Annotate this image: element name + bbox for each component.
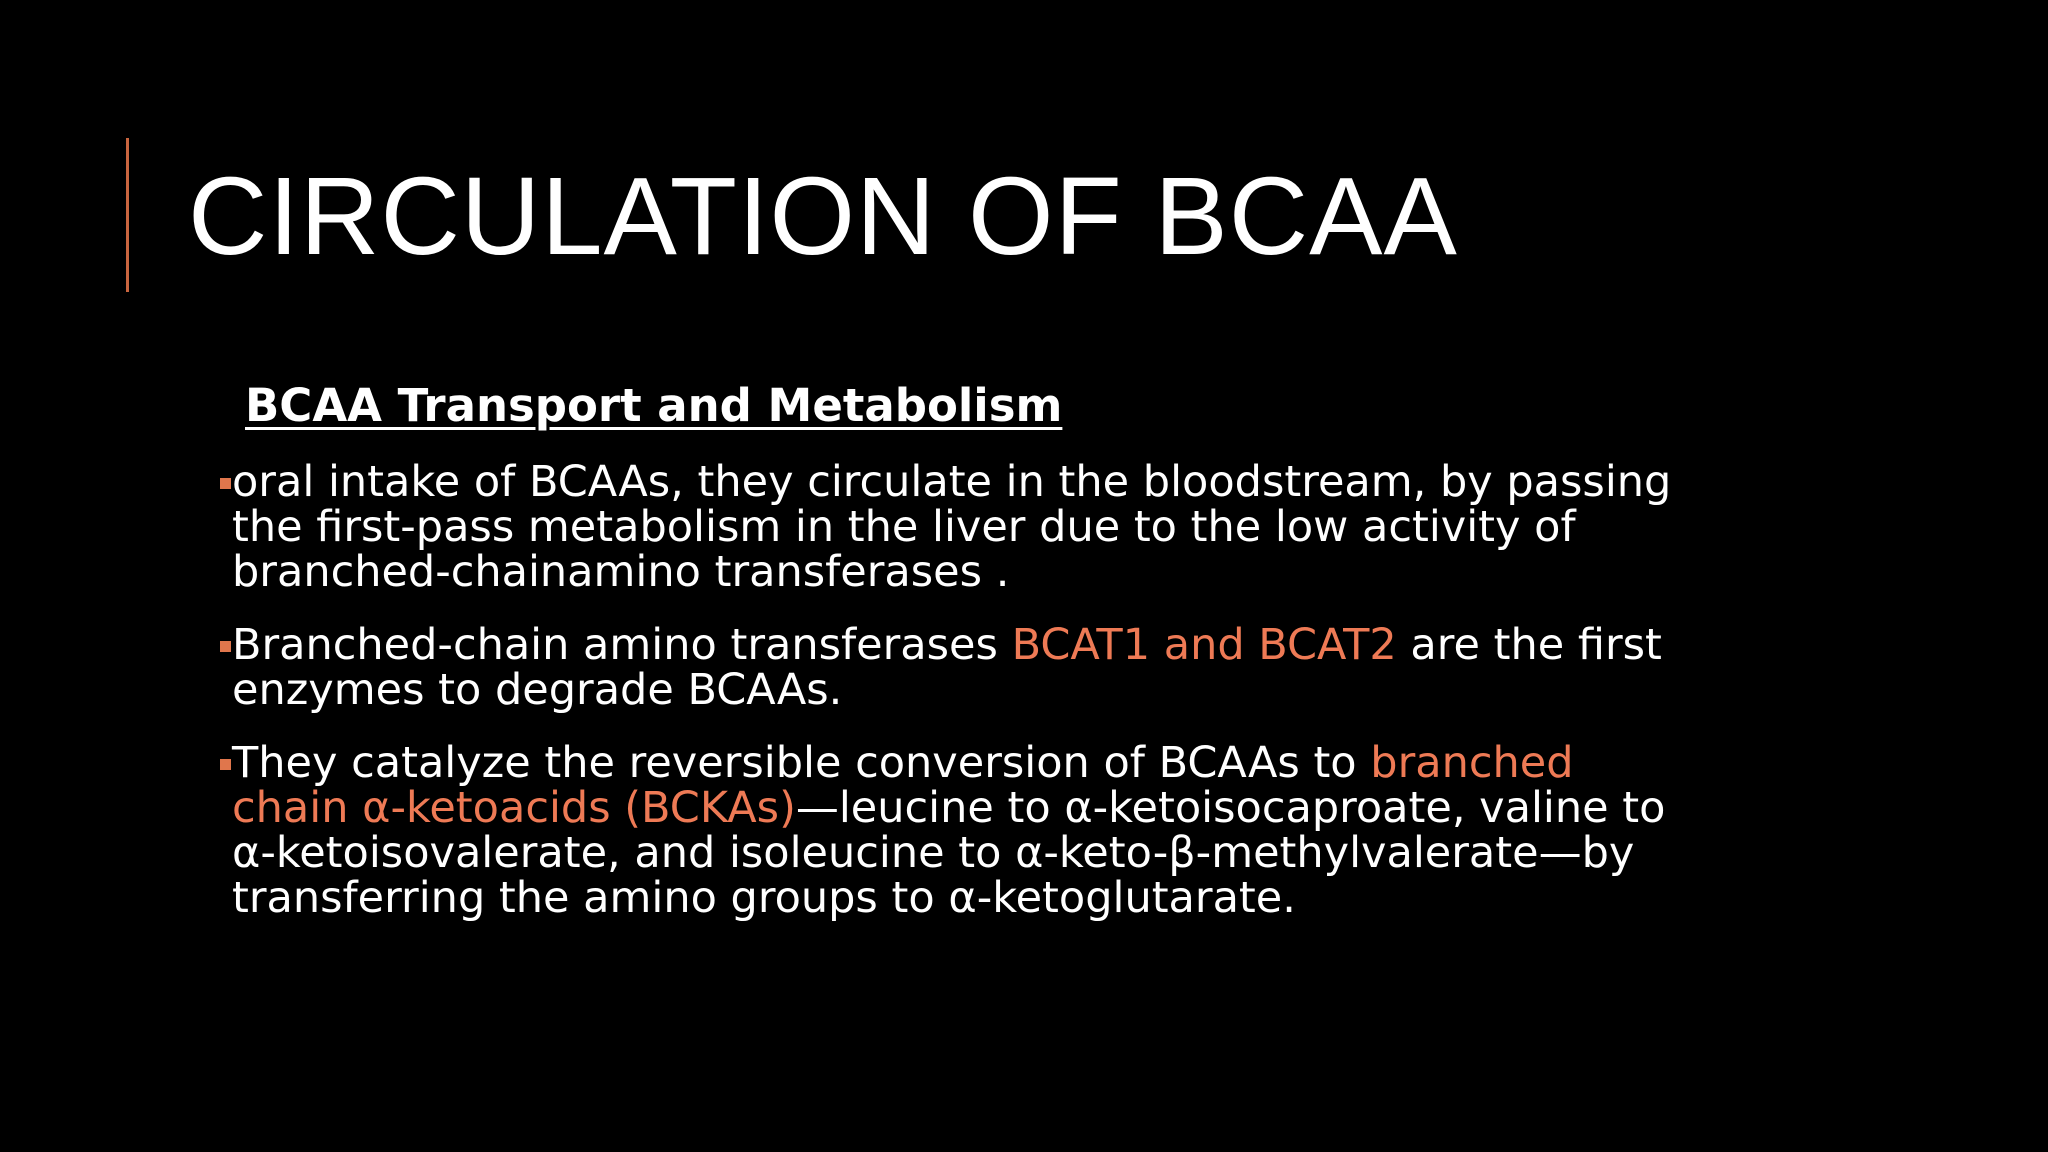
bullet-item-catalyze — [216, 738, 1696, 923]
bullet-text: —leucine to α-ketoisocaproate, valine to α-ketoisovalerate, and isoleucine to α-keto-β-methylvalerate—by transferring the amino groups to α-ketoglutarate. — [232, 783, 1666, 923]
section-subheading: BCAA Transport and Metabolism — [245, 379, 1063, 432]
bullet-highlight: branched chain α-ketoacids (BCKAs) — [232, 738, 1574, 833]
bullet-list — [216, 457, 1696, 949]
square-bullet-icon — [220, 759, 231, 770]
bullet-item-oral-intake — [216, 457, 1696, 597]
bullet-text: They catalyze the reversible conversion of BCAAs to — [232, 738, 1371, 788]
square-bullet-icon — [220, 478, 231, 489]
bullet-text: are the first enzymes to degrade BCAAs. — [232, 620, 1662, 715]
bullet-highlight: BCAT1 and BCAT2 — [1011, 620, 1397, 670]
bullet-text: Branched-chain amino transferases — [232, 620, 1012, 670]
title-accent-rule — [126, 138, 129, 292]
bullet-text: oral intake of BCAAs, they circulate in the bloodstream, by passing the first-pass metabolism in the liver due to the low activity of branched-chainamino transferases . — [232, 457, 1672, 597]
bullet-item-bcat — [216, 620, 1696, 715]
square-bullet-icon — [220, 641, 231, 652]
slide-title: CIRCULATION OF BCAA — [188, 155, 1458, 278]
